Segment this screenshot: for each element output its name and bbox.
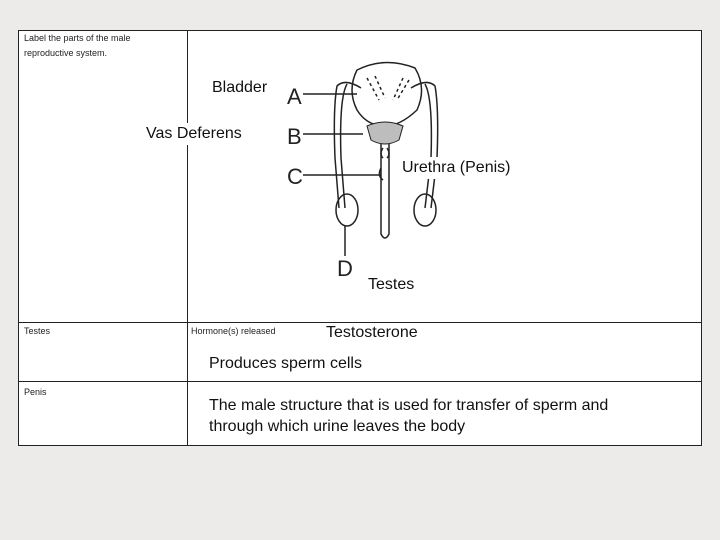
vas-deferens-left (334, 82, 361, 208)
testis-left (336, 194, 358, 226)
vas-deferens-right-inner (425, 84, 431, 208)
label-bladder: Bladder (208, 77, 271, 99)
vas-deferens-right (411, 82, 438, 208)
answer-hormone: Testosterone (326, 324, 418, 341)
bladder-shape (352, 62, 422, 126)
diagram-letter-c: C (287, 164, 303, 189)
testis-right (414, 194, 436, 226)
label-urethra: Urethra (Penis) (398, 157, 514, 179)
answer-penis-function: The male structure that is used for transfer of sperm and through which urine leaves the body (209, 397, 609, 435)
label-testes: Testes (368, 276, 415, 293)
label-vas-deferens: Vas Deferens (136, 123, 252, 145)
prostate-gland (367, 122, 403, 144)
bladder-detail (367, 76, 409, 100)
diagram-letter-a: A (287, 84, 302, 109)
row-label-hormone: Hormone(s) released (191, 326, 276, 336)
answer-testes-function: Produces sperm cells (209, 355, 362, 372)
vas-deferens-left-inner (341, 84, 347, 208)
row-label-testes: Testes (24, 326, 51, 336)
diagram-letter-d: D (337, 256, 353, 281)
table-row-divider (18, 381, 702, 382)
instruction-text: Label the parts of the male reproductive system. (24, 33, 131, 58)
diagram-letter-b: B (287, 124, 302, 149)
row-label-penis: Penis (24, 387, 47, 397)
table-column-divider (187, 30, 188, 446)
